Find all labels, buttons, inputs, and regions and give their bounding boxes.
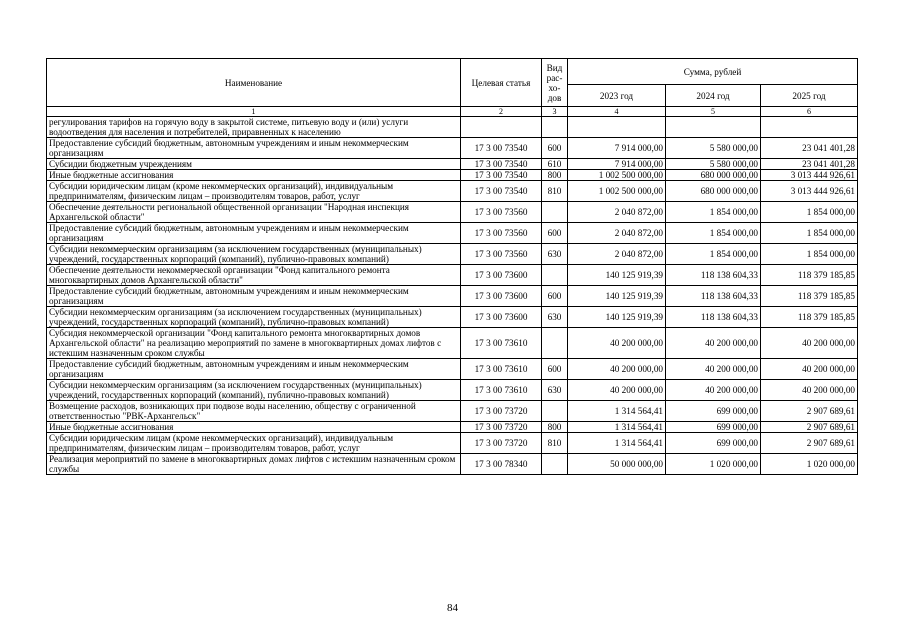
row-name: Реализация мероприятий по замене в многоквартирных домах лифтов с истекшим назначенным сроком службы — [47, 454, 461, 475]
row-sum-2025: 118 379 185,85 — [761, 286, 858, 307]
column-index: 4 — [568, 107, 666, 117]
row-sum-2025: 3 013 444 926,61 — [761, 170, 858, 181]
row-sum-2023: 1 314 564,41 — [568, 433, 666, 454]
table-row — [47, 422, 858, 433]
row-sum-2025: 2 907 689,61 — [761, 401, 858, 422]
row-sum-2023: 140 125 919,39 — [568, 286, 666, 307]
column-index: 1 — [47, 107, 461, 117]
row-expense-type: 810 — [542, 181, 568, 202]
row-sum-2024: 680 000 000,00 — [666, 181, 761, 202]
row-sum-2025: 40 200 000,00 — [761, 380, 858, 401]
header-year-2024: 2024 год — [666, 85, 761, 107]
row-expense-type — [542, 454, 568, 475]
row-target-code: 17 3 00 73610 — [461, 328, 542, 359]
row-sum-2023: 1 314 564,41 — [568, 422, 666, 433]
row-expense-type: 600 — [542, 223, 568, 244]
row-sum-2024: 699 000,00 — [666, 401, 761, 422]
row-target-code: 17 3 00 73540 — [461, 138, 542, 159]
table-row — [47, 454, 858, 475]
row-sum-2024: 40 200 000,00 — [666, 359, 761, 380]
table-row — [47, 286, 858, 307]
row-target-code: 17 3 00 73560 — [461, 244, 542, 265]
row-sum-2023: 2 040 872,00 — [568, 244, 666, 265]
row-expense-type: 600 — [542, 138, 568, 159]
row-name: Обеспечение деятельности некоммерческой организации "Фонд капитального ремонта многоквартирных домов Архангельской области" — [47, 265, 461, 286]
row-target-code: 17 3 00 73720 — [461, 401, 542, 422]
row-sum-2025: 2 907 689,61 — [761, 433, 858, 454]
row-name: Обеспечение деятельности региональной общественной организации "Народная инспекция Архангельской области" — [47, 202, 461, 223]
row-sum-2024: 118 138 604,33 — [666, 286, 761, 307]
row-sum-2024: 699 000,00 — [666, 433, 761, 454]
row-target-code: 17 3 00 73720 — [461, 422, 542, 433]
row-sum-2025: 118 379 185,85 — [761, 307, 858, 328]
header-row — [47, 59, 858, 85]
row-expense-type: 630 — [542, 380, 568, 401]
row-name: Субсидии некоммерческим организациям (за исключением государственных (муниципальных) учреждений, государственных корпораций (компаний), публично-правовых компаний) — [47, 244, 461, 265]
row-sum-2024: 699 000,00 — [666, 422, 761, 433]
row-sum-2023: 140 125 919,39 — [568, 265, 666, 286]
row-target-code: 17 3 00 73600 — [461, 265, 542, 286]
row-expense-type: 800 — [542, 422, 568, 433]
header-sum: Сумма, рублей — [568, 59, 858, 85]
row-sum-2024: 1 020 000,00 — [666, 454, 761, 475]
column-index: 5 — [666, 107, 761, 117]
row-name: Субсидии бюджетным учреждениям — [47, 159, 461, 170]
row-expense-type — [542, 265, 568, 286]
row-sum-2025: 1 854 000,00 — [761, 223, 858, 244]
row-sum-2025: 2 907 689,61 — [761, 422, 858, 433]
row-sum-2024 — [666, 117, 761, 138]
row-sum-2025: 1 020 000,00 — [761, 454, 858, 475]
row-expense-type: 610 — [542, 159, 568, 170]
row-name: Субсидии юридическим лицам (кроме некоммерческих организаций), индивидуальным предпринимателям, физическим лицам – производителям товаров, работ, услуг — [47, 181, 461, 202]
row-sum-2024: 40 200 000,00 — [666, 328, 761, 359]
row-target-code: 17 3 00 73560 — [461, 202, 542, 223]
table-row — [47, 159, 858, 170]
table-row — [47, 401, 858, 422]
table-row — [47, 307, 858, 328]
page-number: 84 — [447, 602, 458, 614]
row-sum-2024: 5 580 000,00 — [666, 138, 761, 159]
row-target-code: 17 3 00 73720 — [461, 433, 542, 454]
row-sum-2024: 5 580 000,00 — [666, 159, 761, 170]
table-body — [47, 59, 858, 475]
row-sum-2023 — [568, 117, 666, 138]
table-row — [47, 359, 858, 380]
table-row — [47, 433, 858, 454]
header-name: Наименование — [47, 59, 461, 107]
row-target-code: 17 3 00 73600 — [461, 307, 542, 328]
row-name: Предоставление субсидий бюджетным, автономным учреждениям и иным некоммерческим организациям — [47, 138, 461, 159]
row-name: Предоставление субсидий бюджетным, автономным учреждениям и иным некоммерческим организациям — [47, 359, 461, 380]
row-name: Субсидии некоммерческим организациям (за исключением государственных (муниципальных) учреждений, государственных корпораций (компаний), публично-правовых компаний) — [47, 380, 461, 401]
row-sum-2025: 23 041 401,28 — [761, 159, 858, 170]
row-sum-2023: 2 040 872,00 — [568, 202, 666, 223]
row-sum-2024: 118 138 604,33 — [666, 265, 761, 286]
row-sum-2025: 3 013 444 926,61 — [761, 181, 858, 202]
row-name: регулирования тарифов на горячую воду в закрытой системе, питьевую воду и (или) услуги водоотведения для населения и потребителей, приравненных к населению — [47, 117, 461, 138]
row-sum-2025: 23 041 401,28 — [761, 138, 858, 159]
row-sum-2023: 7 914 000,00 — [568, 159, 666, 170]
table-row — [47, 138, 858, 159]
row-sum-2025: 40 200 000,00 — [761, 359, 858, 380]
row-expense-type: 800 — [542, 170, 568, 181]
row-target-code: 17 3 00 73540 — [461, 159, 542, 170]
column-index: 2 — [461, 107, 542, 117]
row-sum-2025: 118 379 185,85 — [761, 265, 858, 286]
row-sum-2024: 40 200 000,00 — [666, 380, 761, 401]
row-expense-type: 630 — [542, 244, 568, 265]
header-year-2023: 2023 год — [568, 85, 666, 107]
row-name: Иные бюджетные ассигнования — [47, 170, 461, 181]
row-target-code: 17 3 00 73540 — [461, 170, 542, 181]
row-sum-2023: 40 200 000,00 — [568, 380, 666, 401]
row-expense-type — [542, 328, 568, 359]
row-target-code — [461, 117, 542, 138]
row-sum-2023: 2 040 872,00 — [568, 223, 666, 244]
header-year-2025: 2025 год — [761, 85, 858, 107]
header-type: Вид рас-хо-дов — [542, 59, 568, 107]
column-index: 6 — [761, 107, 858, 117]
column-index: 3 — [542, 107, 568, 117]
row-sum-2024: 1 854 000,00 — [666, 202, 761, 223]
row-expense-type: 600 — [542, 286, 568, 307]
row-expense-type: 810 — [542, 433, 568, 454]
table-row — [47, 202, 858, 223]
row-sum-2024: 118 138 604,33 — [666, 307, 761, 328]
row-expense-type — [542, 117, 568, 138]
row-sum-2023: 140 125 919,39 — [568, 307, 666, 328]
row-expense-type — [542, 401, 568, 422]
row-target-code: 17 3 00 73560 — [461, 223, 542, 244]
row-sum-2025: 1 854 000,00 — [761, 202, 858, 223]
table-row — [47, 265, 858, 286]
table-row — [47, 380, 858, 401]
row-name: Иные бюджетные ассигнования — [47, 422, 461, 433]
table-row — [47, 170, 858, 181]
row-sum-2023: 40 200 000,00 — [568, 359, 666, 380]
row-sum-2023: 7 914 000,00 — [568, 138, 666, 159]
row-name: Предоставление субсидий бюджетным, автономным учреждениям и иным некоммерческим организациям — [47, 223, 461, 244]
row-sum-2023: 40 200 000,00 — [568, 328, 666, 359]
row-sum-2025: 40 200 000,00 — [761, 328, 858, 359]
row-target-code: 17 3 00 73610 — [461, 380, 542, 401]
row-target-code: 17 3 00 73600 — [461, 286, 542, 307]
table-row — [47, 223, 858, 244]
row-sum-2024: 1 854 000,00 — [666, 244, 761, 265]
row-name: Субсидии некоммерческим организациям (за исключением государственных (муниципальных) учреждений, государственных корпораций (компаний), публично-правовых компаний) — [47, 307, 461, 328]
row-name: Возмещение расходов, возникающих при подвозе воды населению, обществу с ограниченной ответственностью "РВК-Архангельск" — [47, 401, 461, 422]
row-expense-type: 600 — [542, 359, 568, 380]
table-row — [47, 181, 858, 202]
row-name: Предоставление субсидий бюджетным, автономным учреждениям и иным некоммерческим организациям — [47, 286, 461, 307]
row-target-code: 17 3 00 78340 — [461, 454, 542, 475]
column-index-row — [47, 107, 858, 117]
row-sum-2025: 1 854 000,00 — [761, 244, 858, 265]
row-name: Субсидии юридическим лицам (кроме некоммерческих организаций), индивидуальным предпринимателям, физическим лицам – производителям товаров, работ, услуг — [47, 433, 461, 454]
table-row — [47, 328, 858, 359]
budget-table — [46, 58, 858, 475]
row-target-code: 17 3 00 73540 — [461, 181, 542, 202]
row-sum-2023: 50 000 000,00 — [568, 454, 666, 475]
table-row — [47, 117, 858, 138]
row-sum-2025 — [761, 117, 858, 138]
row-expense-type — [542, 202, 568, 223]
row-sum-2024: 680 000 000,00 — [666, 170, 761, 181]
row-sum-2023: 1 002 500 000,00 — [568, 170, 666, 181]
row-target-code: 17 3 00 73610 — [461, 359, 542, 380]
row-sum-2023: 1 314 564,41 — [568, 401, 666, 422]
table-row — [47, 244, 858, 265]
row-sum-2023: 1 002 500 000,00 — [568, 181, 666, 202]
row-name: Субсидия некоммерческой организации "Фонд капитального ремонта многоквартирных домов Архангельской области" на реализацию мероприятий по замене в многоквартирных домах лифтов с истекшим назначенным сроком службы — [47, 328, 461, 359]
row-sum-2024: 1 854 000,00 — [666, 223, 761, 244]
header-code: Целевая статья — [461, 59, 542, 107]
row-expense-type: 630 — [542, 307, 568, 328]
